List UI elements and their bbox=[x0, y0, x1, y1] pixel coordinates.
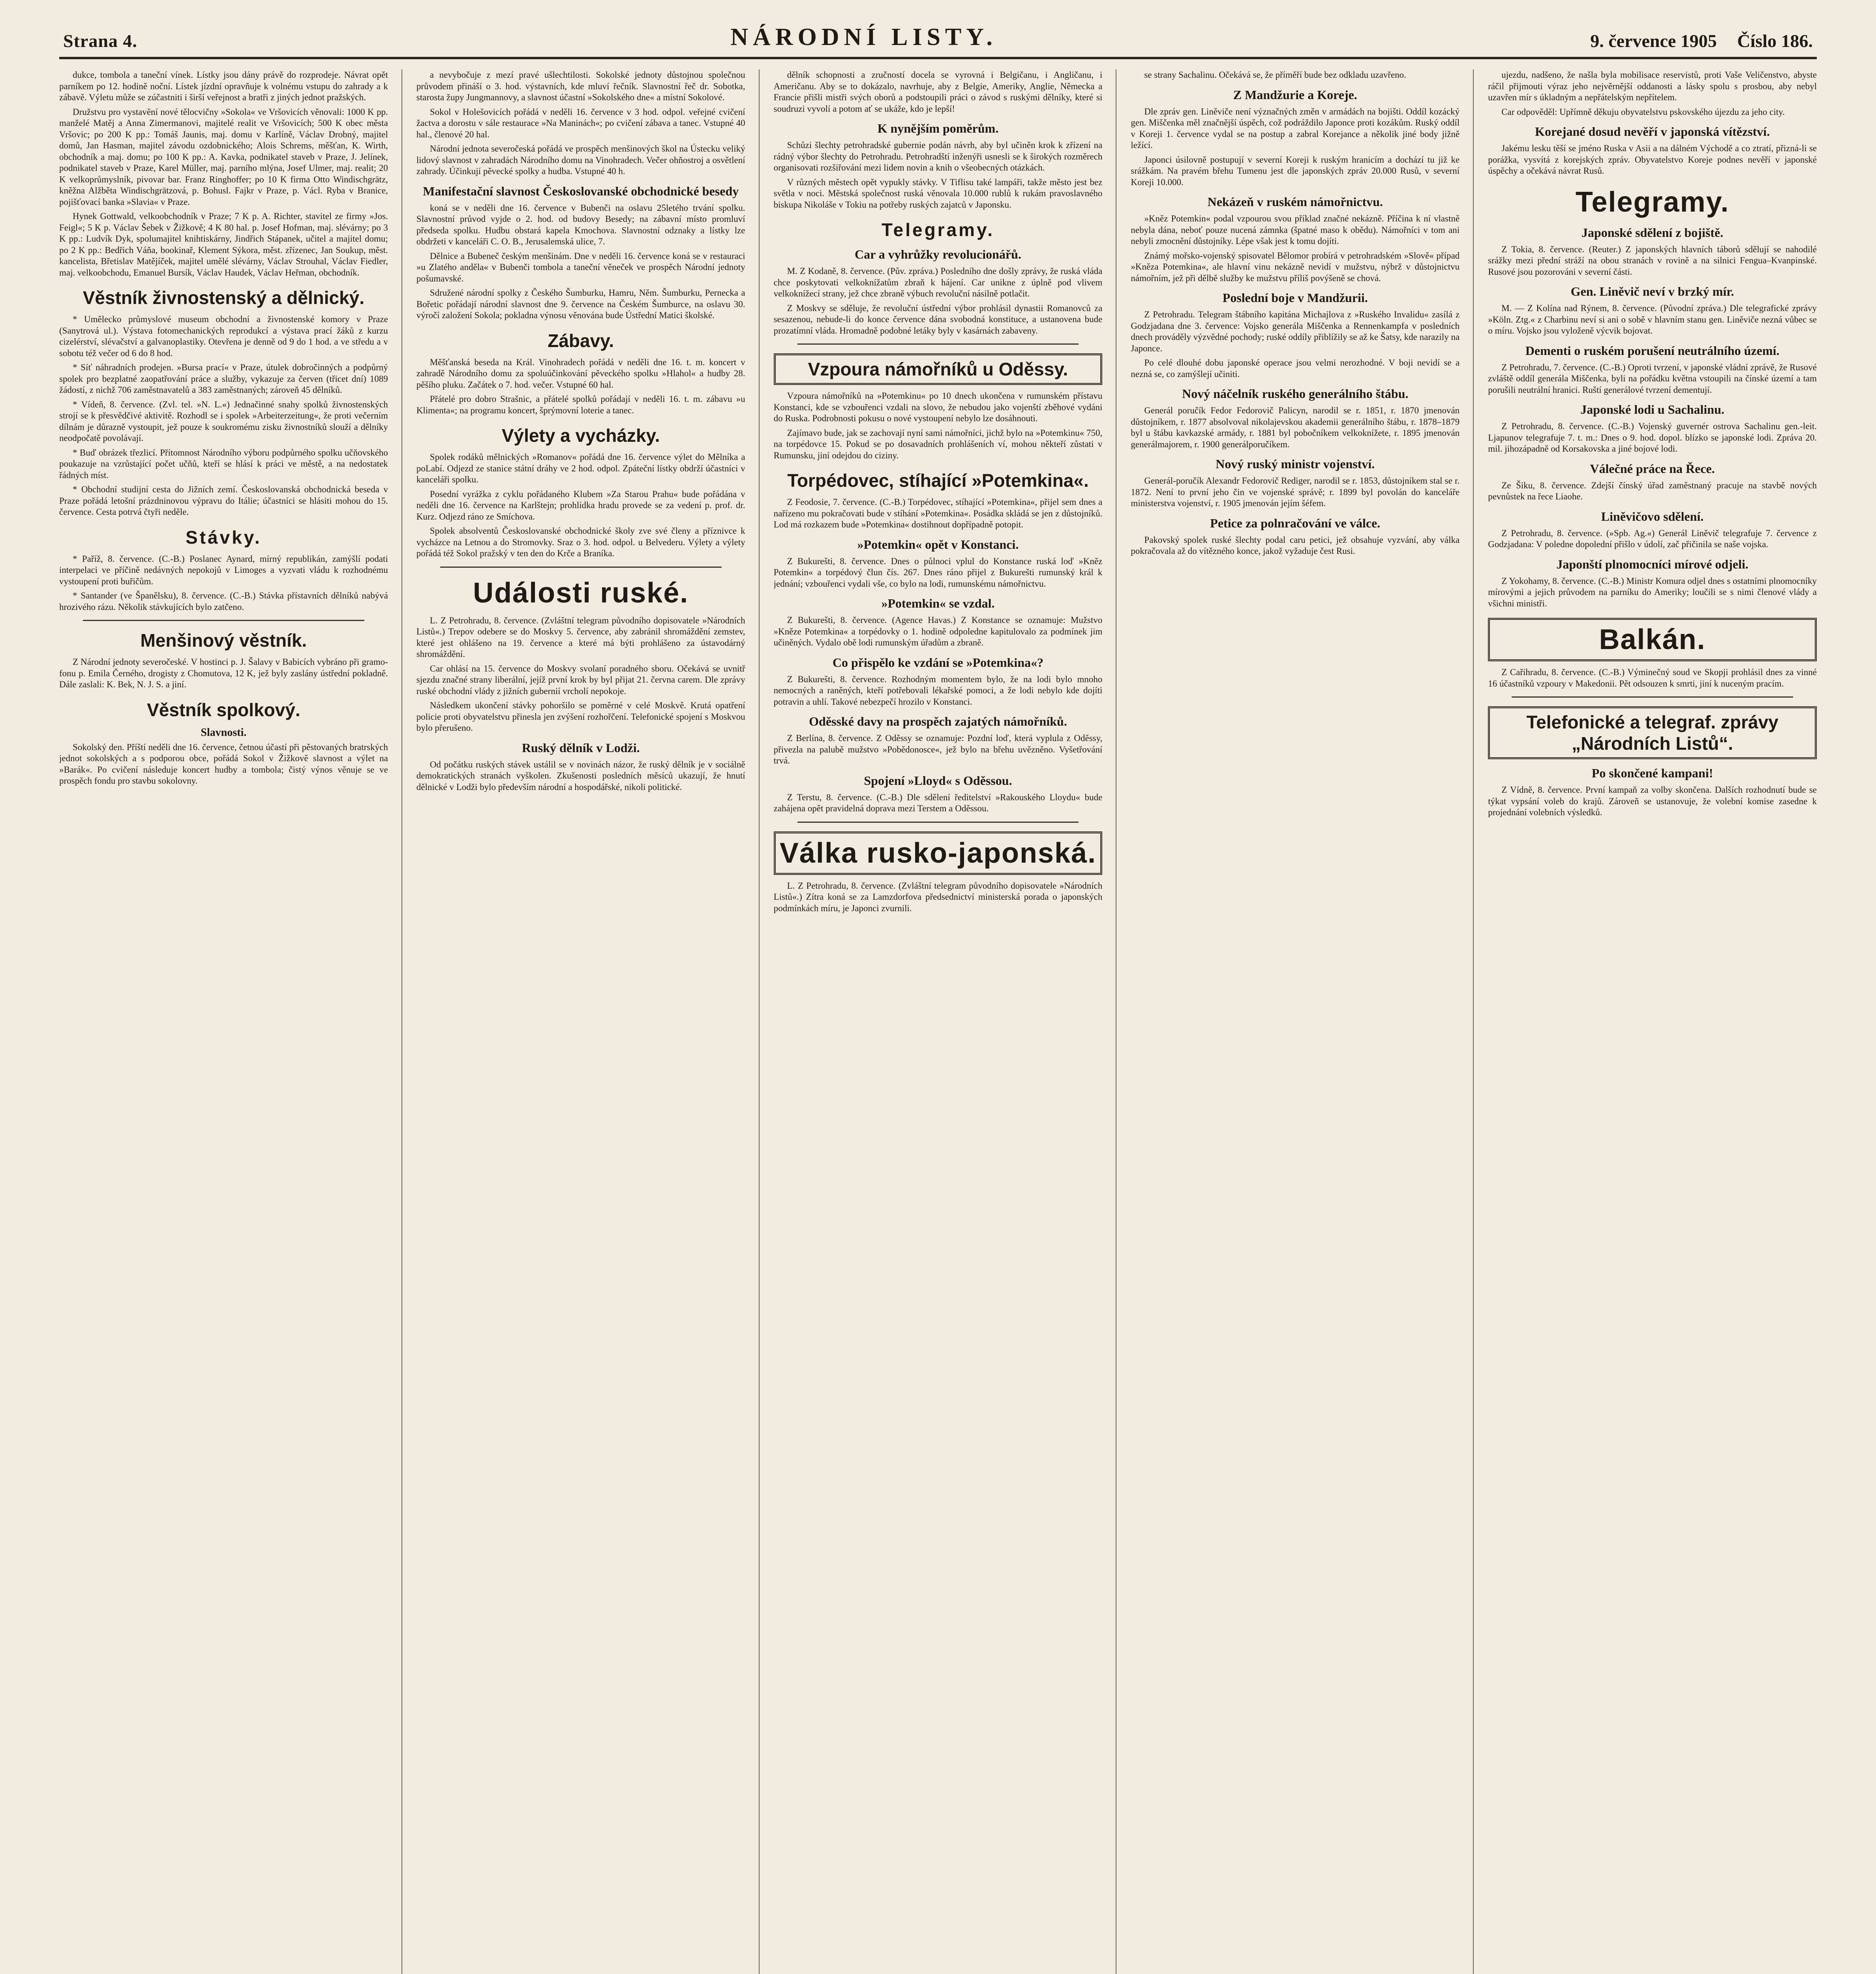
section-heading: Telegramy. bbox=[881, 220, 995, 240]
article-paragraph: Generál poručík Fedor Fedorovič Palicyn, narodil se r. 1851, r. 1870 jmenován důstojníkem, r. 1877 absolvoval nikolajevskou akademii generálního štábu, r. 1878–1879 byl u štábu kavkazské armády, r. 1881 byl pobočníkem velkoknížete, r. 1895 jmenován generálmajorem, r. 1900 generálporučíkem. bbox=[1131, 405, 1460, 449]
article-paragraph: Po celé dlouhé dobu japonské operace jsou velmi nerozhodné. V boji nevidí se a nezná se, co zamýšlejí učiniti. bbox=[1131, 358, 1460, 379]
article-paragraph: Dle zpráv gen. Liněviče není význačných změn v armádách na bojišti. Oddíl kozácký gen. Miščenka měl značnější úspěch, což podráždilo Japonce proti kozákům. Ruský oddíl v Koreji 1. července vydal se na postup a zabral Korejance a několik jiné body jižně ležící. bbox=[1131, 106, 1460, 150]
section-divider bbox=[83, 620, 364, 621]
issue-number: Číslo 186. bbox=[1737, 31, 1813, 51]
article-heading: K nynějším poměrům. bbox=[877, 121, 999, 135]
article-paragraph: L. Z Petrohradu, 8. července. (Zvláštní telegram původního dopisovatele »Národních Listů«.) Trepov odebere se do Moskvy 5. července, aby zabránil shromáždění zemstev, které jest ohlášeno na 19. července a které má býti prohlášeno za ústavodárný shromáždění. bbox=[416, 615, 745, 659]
section-heading: Zábavy. bbox=[548, 330, 614, 351]
column-2 bbox=[416, 69, 760, 1974]
article-heading: Japonské sdělení z bojiště. bbox=[1581, 225, 1724, 240]
section-heading: Balkán. bbox=[1488, 618, 1817, 661]
section-heading: Výlety a vycházky. bbox=[501, 425, 660, 446]
article-heading: Slavnosti. bbox=[201, 726, 247, 739]
article-paragraph: Z Bukurešti, 8. července. Dnes o půlnoci vplul do Konstance ruská loď »Kněz Potemkin« a torpédový člun čís. 267. Dnes ráno přijel z Bukurešti rumunský král k jednání; vzbouřenci vydali vše, co bylo na lodi, rumunskému námořnictvu. bbox=[773, 556, 1103, 589]
article-paragraph: Car odpověděl: Upřímně děkuju obyvatelstvu pskovského újezdu za jeho city. bbox=[1501, 107, 1785, 117]
article-paragraph: Ze Šiku, 8. července. Zdejší čínský úřad zaměstnaný pracuje na stavbě nových pevnůstek na řece Liaohe. bbox=[1488, 480, 1817, 501]
article-paragraph: * Buď obrázek třezlicí. Přítomnost Národního výboru podpůrného spolku učňovského poukazuje na vzrůstající počet učňů, kteří se hlásí k práci ve městě, a na nedostatek řádných míst. bbox=[59, 447, 388, 480]
article-paragraph: Z Tokia, 8. července. (Reuter.) Z japonských hlavních táborů sdělují se nahodilé srážky mezi přední stráží na obou stranách v rovině a na silnici Fengua–Kvanpinské. Rusové jsou pozorováni v severní části. bbox=[1488, 244, 1817, 277]
article-paragraph: se strany Sachalinu. Očekává se, že příměří bude bez odkladu uzavřeno. bbox=[1144, 70, 1406, 80]
article-paragraph: Vzpoura námořníků na »Potemkinu« po 10 dnech ukončena v rumunském přístavu Konstanci, kde se vzbouřenci vzdali na slovo, že nebudou jako vojenští zběhové vydáni do Ruska. Podrobnosti pokusu o nové vystoupení nebylo lze dosáhnouti. bbox=[773, 391, 1103, 423]
article-heading: Nekázeň v ruském námořnictvu. bbox=[1207, 195, 1383, 209]
column-3 bbox=[774, 69, 1117, 1974]
article-paragraph: Z Petrohradu, 8. července. (C.-B.) Vojenský guvernér ostrova Sachalinu gen.-leit. Ljapunov telegrafuje 7. t. m.: Dnes o 9. hod. dopol. blízko se japonské lodi. Zpráva 20. mil. jihozápadně od Korsakovska a jiné bojové lodi. bbox=[1488, 421, 1817, 454]
article-paragraph: Sokolský den. Příští neděli dne 16. července, četnou účastí při pěstovaných bratrských jednot sokolských a s podporou obce, pořádá Sokol v Žižkově slavnost a výlet na »Barák«. Po cvičení následuje koncert hudby a tombola; čistý výnos věnuje se ve prospěch fondu pro stavbu sokolovny. bbox=[59, 742, 388, 786]
article-paragraph: Generál-poručík Alexandr Fedorovič Rediger, narodil se r. 1853, důstojníkem stal se r. 1872. Není to první jeho čin ve vojenské správě; r. 1899 byl povolán do kanceláře ministerstva vojenství, r. 1905 jmenován jejím šéfem. bbox=[1131, 476, 1460, 508]
column-1 bbox=[59, 69, 402, 1974]
article-heading: Japonští plnomocníci mírové odjeli. bbox=[1556, 557, 1748, 571]
article-heading: Poslední boje v Mandžurii. bbox=[1222, 291, 1368, 305]
newspaper-title: NÁRODNÍ LISTY. bbox=[730, 24, 997, 51]
article-heading: Car a vyhrůžky revolucionářů. bbox=[855, 247, 1021, 261]
section-heading: Telefonické a telegraf. zprávy „Národních Listů“. bbox=[1488, 706, 1817, 759]
article-heading: Dementi o ruském porušení neutrálního území. bbox=[1525, 343, 1780, 358]
section-heading: Menšinový věstník. bbox=[140, 630, 307, 651]
article-heading: Manifestační slavnost Českoslovanské obchodnické besedy bbox=[423, 184, 739, 198]
article-heading: Liněvičovo sdělení. bbox=[1601, 509, 1704, 524]
article-paragraph: Z Cařihradu, 8. července. (C.-B.) Výminečný soud ve Skopji prohlásil dnes za vinné 16 účastníků vzpoury v Makedonii. Pět odsouzen k smrti, jiní k nuceným pracím. bbox=[1488, 667, 1817, 689]
article-heading: Nový ruský ministr vojenství. bbox=[1216, 457, 1375, 471]
article-heading: »Potemkin« opět v Konstanci. bbox=[857, 537, 1019, 552]
article-paragraph: Známý mořsko-vojenský spisovatel Bělomor probírá v petrohradském »Slově« případ »Kněza Potemkina«, ale hlavní vinu nekázně nevidí v mužstvu, nýbrž v důstojnictvu námořním, jež při dělbě služby ke mužstvu příliš povýšeně se chová. bbox=[1131, 250, 1460, 283]
section-divider bbox=[440, 567, 722, 568]
article-paragraph: L. Z Petrohradu, 8. července. (Zvláštní telegram původního dopisovatele »Národních Listů«.) Zítra koná se za Lamzdorfova předsednictví ministerská porada o japonských podmínkách míru, je Japonci zvurnili. bbox=[773, 880, 1103, 913]
article-paragraph: Jakému lesku těší se jméno Ruska v Asii a na dálném Východě a co ztratí, přizná-li se porážka, vysvítá z korejských zpráv. Obyvatelstvo Koreje podnes nevěří v japonské úspěchy a očekává návrat Rusů. bbox=[1488, 143, 1817, 176]
article-paragraph: a nevybočuje z mezí pravé ušlechtilosti. Sokolské jednoty důstojnou společnou průvodem přináší o 3. hod. výstavních, kde mluví řečník. Slavnostní řeč dr. Sobotka, starosta župy Jungmannovy, a slavnost účastní »Sokolského dne« a místní Sokolové. bbox=[416, 70, 745, 102]
article-heading: Nový náčelník ruského generálního štábu. bbox=[1182, 387, 1409, 401]
article-paragraph: dukce, tombola a taneční vínek. Lístky jsou dány právě do rozprodeje. Návrat opět parníkem po 12. hodině noční. Lístek jízdní opravňuje k volnému vstupu do zahrady a k zábavě. Výletu může se zúčastniti i širší veřejnost a bratři z jiných jednot pražských. bbox=[59, 70, 388, 102]
article-paragraph: Sdružené národní spolky z Českého Šumburku, Hamru, Něm. Šumburku, Pernecka a Bořetic pořádají národní slavnost dne 9. července na Českém Šumburce, na oslavu 30. výročí založení Sokola; pokladna výnosu věnována bude Ústřední Matici školské. bbox=[416, 288, 745, 320]
article-paragraph: Z Feodosie, 7. července. (C.-B.) Torpédovec, stíhající »Potemkina«, přijel sem dnes a nařízeno mu pokračovati bude v stíhání »Potemkina«. Posádka skládá se jen z důstojníků. Lod má rozkazem bude »Potemkina« dostihnout dopřípadně potopit. bbox=[773, 497, 1103, 529]
section-heading: Telegramy. bbox=[1575, 186, 1730, 218]
section-heading: Věstník spolkový. bbox=[147, 699, 300, 720]
article-paragraph: * Umělecko průmyslové museum obchodní a živnostenské komory v Praze (Sanytrová ul.). Výstava fotomechanických reprodukcí a výstava prací žáků z kurzu cizelérství, slévačství a galvanoplastiky. Otevřena je denně od 9 do 1 hod. a ve středu a v sobotu též večer od 6 do 8 hod. bbox=[59, 314, 388, 358]
article-paragraph: Z Vídně, 8. července. První kampaň za volby skončena. Dalších rozhodnutí bude se týkat vypsání voleb do krajů. Zároveň se ustanovuje, že volební komise zasedne k projednání volebních výsledků. bbox=[1488, 785, 1817, 817]
article-paragraph: Následkem ukončení stávky pohoršilo se poměrné v celé Moskvě. Krutá opatření policie proti obyvatelstvu přinesla jen zvýšení rozhořčení. Telefonické spojení s Moskvou bylo přerušeno. bbox=[416, 700, 745, 733]
article-paragraph: Pakovský spolek ruské šlechty podal caru petici, jež obsahuje vyzvání, aby válka pokračovala až do vítězného konce, jakož vyžaduje čest Rusi. bbox=[1131, 535, 1460, 556]
article-paragraph: Spolek rodáků mělnických »Romanov« pořádá dne 16. července výlet do Mělníka a poLabí. Odjezd ze stanice státní dráhy ve 2 hod. odpol. Zpáteční lístky obdrží účastníci v kanceláři spolku. bbox=[416, 452, 745, 484]
article-heading: »Potemkin« se vzdal. bbox=[881, 596, 995, 610]
section-divider bbox=[797, 343, 1079, 345]
section-divider bbox=[797, 822, 1079, 823]
article-paragraph: * Santander (ve Španělsku), 8. července. (C.-B.) Stávka přístavních dělníků nabývá hrozivého rázu. Několik stávkujících bylo zatčeno. bbox=[59, 591, 388, 612]
article-paragraph: Z Národní jednoty severočeské. V hostinci p. J. Šalavy v Babicích vybráno při gramofonu p. Emila Černého, drogisty z Chomutova, 12 K, jež byly zaslány ústřední pokladně. Dále zaslali: K. Bek, N. J. S. a jiní. bbox=[59, 657, 388, 689]
article-paragraph: Z Bukurešti, 8. července. Rozhodným momentem bylo, že na lodi bylo mnoho nemocných a raněných, kteří potřebovali lékařské pomoci, a že lodi nebylo kde dojíti potravin a uhlí. Takové nebezpečí hrozilo v Konstanci. bbox=[773, 674, 1103, 707]
article-paragraph: Spolek absolventů Českoslovanské obchodnické školy zve své členy a příznivce k vycházce na Letnou a do Stromovky. Sraz o 3. hod. odpol. u Belvederu. Výlety a výlety pořádá též Sokol pražský v ten den do Krče a Braníka. bbox=[416, 526, 745, 558]
article-heading: Válečné práce na Řece. bbox=[1590, 461, 1715, 476]
article-paragraph: * Vídeň, 8. července. (Zvl. tel. »N. L.«) Jednačinné snahy spolků živnostenských strojí se k přesvědčivé aktivitě. Rozhodl se i spolek »Arbeiterzeitung«, že proti večerním dílnám je důrazně vystoupit, jež pouze k soukromému zisku živnostníků slouží a dělníky neodpočatě povolávají. bbox=[59, 399, 388, 443]
article-paragraph: Z Berlína, 8. července. Z Oděssy se oznamuje: Pozdní loď, která vyplula z Oděssy, přivezla na palubě mužstvo »Pobědonosce«, jež bylo na břehu uvězněno. Vyšetřování trvá. bbox=[773, 733, 1103, 766]
article-paragraph: Z Petrohradu, 8. července. (»Spb. Ag.«) Generál Liněvič telegrafuje 7. července z Godzjadana: V poledne dopolední přišlo v údolí, zač přičinila se naše vojska. bbox=[1488, 528, 1817, 549]
article-paragraph: Schůzi šlechty petrohradské gubernie podán návrh, aby byl učiněn krok k zřízení na rádný výbor šlechty do Petrohradu. Petrohradští inženýři usnesli se k širokých rozměrech organisovati rozšiřování mezi lidem novin a knih o všeobecných otázkách. bbox=[773, 140, 1103, 173]
article-paragraph: Z Terstu, 8. července. (C.-B.) Dle sdělení ředitelství »Rakouského Lloydu« bude zahájena opět pravidelná doprava mezi Terstem a Oděssou. bbox=[773, 792, 1103, 813]
column-5 bbox=[1488, 69, 1817, 1974]
article-paragraph: V různých městech opět vypukly stávky. V Tiflisu také lampáři, takže město jest bez světla v noci. Městská společnost ruská věnovala 10.000 rublů k rukám pravoslavného biskupa Nikoláše v Tokiu na potřeby ruských zajatců v Japonsku. bbox=[773, 177, 1103, 210]
article-heading: Ruský dělník v Lodži. bbox=[522, 740, 640, 755]
text-columns bbox=[59, 69, 1817, 1974]
article-paragraph: Dělnice a Bubeneč českým menšinám. Dne v neděli 16. července koná se v restauraci »u Zlatého anděla« v Bubenči tombola a taneční věneček ve prospěch Národní jednoty pošumavské. bbox=[416, 251, 745, 283]
section-heading: Torpédovec, stíhající »Potemkina«. bbox=[787, 470, 1089, 491]
article-paragraph: Z Bukurešti, 8. července. (Agence Havas.) Z Konstance se oznamuje: Mužstvo »Kněze Potemkina« a torpédovky o 1. hodině odpoledne kapitulovalo za podmínek jim učiněných. Vydalo obě lodi rumunským úřadům a zbraně. bbox=[773, 615, 1103, 647]
article-heading: Z Mandžurie a Koreje. bbox=[1233, 87, 1357, 102]
article-heading: Spojení »Lloyd« s Oděssou. bbox=[864, 773, 1012, 788]
article-heading: Co přispělo ke vzdání se »Potemkina«? bbox=[832, 655, 1044, 670]
column-4 bbox=[1131, 69, 1474, 1974]
article-paragraph: Zajímavo bude, jak se zachovají nyní sami námořníci, jichž bylo na »Potemkinu« 750, na torpédovce 15. Pokud se po dosavadních prohlášeních ví, mohou někteří zůstati v Rumunsku, jiní odejdou do ciziny. bbox=[773, 428, 1103, 460]
article-paragraph: M. Z Kodaně, 8. července. (Pův. zpráva.) Posledního dne došly zprávy, že ruská vláda chce poskytovati velkoknížatům zbraň k hájení. Car unikne z úplně pod vlivem velkoknížecí strany, jež chce zbraně výbuch revoluční násilně potlačit. bbox=[773, 266, 1103, 298]
article-paragraph: Z Petrohradu, 7. července. (C.-B.) Oproti tvrzení, v japonské vládní zprávě, že Rusové zvláště oddíl generála Miščenka, byli na pořádku května vstoupili na čínské území a tam porušili neutrální hranici. Ruští generálové tvrzení dementují. bbox=[1488, 362, 1817, 395]
article-paragraph: M. — Z Kolína nad Rýnem, 8. července. (Původní zpráva.) Dle telegrafické zprávy »Köln. Ztg.« z Charbinu neví si ani o sobě v hlavním stanu gen. Liněviče nezná vůbec se o míru. Vojsko jsou vyloženě výcvik bojovat. bbox=[1488, 303, 1817, 336]
article-paragraph: koná se v neděli dne 16. července v Bubenči na oslavu 25letého trvání spolku. Slavnostní průvod vyjde o 2. hod. od budovy Besedy; na zábavní místo promluví předseda spolku. Hudbu obstará kapela Kmochova. Slavnostní odznaky a lístky lze obdržeti v kanceláři C. O. B., Jerusalemská ulice, 7. bbox=[416, 203, 745, 246]
article-paragraph: Hynek Gottwald, velkoobchodník v Praze; 7 K p. A. Richter, stavitel ze firmy »Jos. Feigl«; 5 K p. Václav Šebek v Žižkově; 4 K 80 hal. p. Josef Hofman, maj. slévárny; po 3 K pp.: Ludvík Dyk, spolumajitel knihtiskárny, Jindřich Stápanek, učitel a majitel domu; po 2 K pp.: Bedřich Váňa, bookinař, Klement Sýkora, měst. zřízenec, Jan Soukup, měst. kancelista, Břetislav Matějíček, majitel umělé slévárny, Václav Strouhal, Václav Fiedler, maj. velkoobchodu, Emanuel Bursík, Václav Haudek, Václav Heřman, obchodník. bbox=[59, 211, 388, 278]
article-paragraph: Družstvu pro vystavění nové tělocvičny »Sokola« ve Vršovicích věnovali: 1000 K pp. manželé Matěj a Anna Zimermanovi, majitelé realit ve Vršovicích; 500 K obec města Vršovic; po 200 K pp.: Tomáš Jaunis, maj. domu v Karlíně, Václav Drobný, majitel domů, Jan Hasman, majitel závodu ozdobnického; Alois Schrems, měšťan, K. Wirth, obchodník a maj. domu; po 100 K pp.: A. Kavka, podnikatel staveb v Praze, J. Jelínek, podnikatel staveb v Praze, Karel Müller, maj. parního mlýna, Josef Ulmer, maj. realit; 20 K velkoprůmyslník, pivovar bar. Franz Ringhoffer; po 10 K firma Otto Windischgrätz, kněžna Alžběta Windischgrätzová, p. Bohusl. Fajkr v Praze, p. Václ. Ryba v Branice, pojišťovací banka »Slavia« v Praze. bbox=[59, 107, 388, 207]
article-paragraph: dělník schopnosti a zručností docela se vyrovná i Belgičanu, i Angličanu, i Američanu. Aby se to dokázalo, navrhuje, aby z Belgie, Ameriky, Anglie, Německa a Francie přišli mistři svých oborů a podstoupili práci o závod s ruskými dělníky, které si soudruzi vyvolí a potom ať se ukáže, kdo je lepší! bbox=[773, 70, 1103, 114]
article-heading: Japonské lodi u Sachalinu. bbox=[1580, 402, 1724, 417]
article-paragraph: Sokol v Holešovicích pořádá v neděli 16. července v 3 hod. odpol. veřejné cvičení žactva a dorostu v sále restaurace »Na Maninách«; po cvičení zábava a tanec. Vstupné 40 hal., členové 20 hal. bbox=[416, 107, 745, 139]
article-paragraph: * Síť náhradních prodejen. »Bursa prací« v Praze, útulek dobročinných a podpůrný spolek pro bezplatné zaopatřování práce a služby, vykazuje za červen (třicet dní) 1089 žádostí, z nichž 706 zaměstnavatelů a 383 zaměstnaných; zároveň 45 dělníků. bbox=[59, 362, 388, 395]
article-heading: Po skončené kampani! bbox=[1591, 766, 1713, 780]
article-paragraph: Z Petrohradu. Telegram štábního kapitána Michajlova z »Ruského Invalidu« zasílá z Godzjadana dne 3. července: Vojsko generála Miščenka a Rennenkampfa v posledních dnech prováděly výzvědné pochody; ruské oddíly přiblížily se až ke Šatsy, kde narazily na Japonce. bbox=[1131, 310, 1460, 353]
section-heading: Vzpoura námořníků u Oděssy. bbox=[774, 353, 1103, 385]
article-paragraph: Měšťanská beseda na Král. Vinohradech pořádá v neděli dne 16. t. m. koncert v zahradě Národního domu za spoluúčinkování pěveckého spolku »Hlahol« a hudby 28. pěšího pluku. Začátek o 7. hod. večer. Vstupné 60 hal. bbox=[416, 357, 745, 390]
article-paragraph: Japonci úsilovně postupují v severní Koreji k ruským hranicím a dochází tu již ke srážkám. Na pravém břehu Tumenu jest dle japonských zpráv 20.000 Rusů, v severní Koreji 10.000. bbox=[1131, 154, 1460, 187]
section-heading: Události ruské. bbox=[473, 577, 689, 609]
article-paragraph: Z Yokohamy, 8. července. (C.-B.) Ministr Komura odjel dnes s ostatními plnomocníky mírovými a jejich průvodem na parníku do Ameriky; loučili se s nimi členové vlády a všichni ministři. bbox=[1488, 576, 1817, 608]
article-heading: Oděsské davy na prospěch zajatých námořníků. bbox=[809, 714, 1067, 728]
article-paragraph: ujezdu, nadšeno, že našla byla mobilisace reservistů, proti Vaše Veličenstvo, abyste ráčil přijmouti výraz jeho nejvěrnější oddanosti a lásky spolu s prosbou, aby nebyl uzavřen mír s úkladným a nepřátelským nepřítelem. bbox=[1488, 70, 1817, 102]
article-heading: Korejané dosud nevěří v japonská vítězství. bbox=[1535, 124, 1770, 139]
article-paragraph: Od počátku ruských stávek ustálil se v novinách názor, že ruský dělník je v sociálně demokratických stranách vyškolen. Zkušenosti posledních měsíců ukazují, že hnutí dělnické v Lodži bylo především národní a hospodářské, nikoli politické. bbox=[416, 759, 745, 792]
section-divider bbox=[1512, 696, 1793, 698]
date-issue bbox=[1590, 30, 1813, 51]
article-heading: Petice za polnračování ve válce. bbox=[1210, 516, 1381, 530]
article-heading: Gen. Liněvič neví v brzký mír. bbox=[1570, 284, 1734, 298]
issue-date: 9. července 1905 bbox=[1590, 31, 1717, 51]
section-heading: Věstník živnostenský a dělnický. bbox=[83, 287, 365, 308]
section-heading: Válka rusko-japonská. bbox=[774, 831, 1103, 875]
masthead bbox=[59, 16, 1817, 59]
article-paragraph: * Obchodní studijní cesta do Jižních zemí. Českoslovanská obchodnická beseda v Praze pořádá letošní prázdninovou výpravu do Itálie; účastníci se hlásiti mohou do 15. července. Cesta potrvá čtyři neděle. bbox=[59, 484, 388, 517]
section-heading: Stávky. bbox=[186, 527, 262, 548]
article-paragraph: »Kněz Potemkin« podal vzpourou svou příklad značné nekázně. Příčina k ní vlastně nebyla dána, neboť pouze nucená zámnka (špatné maso k obědu). Námořníci v tom ani nebyli zmocnění důstojníky. Lépe však jest k tomu dojíti. bbox=[1131, 214, 1460, 246]
article-paragraph: Posední vyrážka z cyklu pořádaného Klubem »Za Starou Prahu« bude pořádána v neděli dne 16. července na Karlštejn; prohlídka hradu provede se za vedení p. prof. dr. Kurz. Odjezd ráno ze Smíchova. bbox=[416, 489, 745, 522]
article-paragraph: Z Moskvy se sděluje, že revoluční ústřední výbor prohlásil dynastii Romanovců za sesazenou, nebude-li do konce července dána svobodná konstituce, a ustanovena bude prozatímní vláda. Hromadně podobné letáky byly v kasárnách zabaveny. bbox=[773, 303, 1103, 336]
page-label: Strana 4. bbox=[63, 31, 137, 51]
article-paragraph: Car ohlásí na 15. července do Moskvy svolaní poradného sboru. Očekává se uvnitř sjezdu značné strany liberální, jejíž první krok by byl přijat 21. června carem. Dle zprávy ruské obchodní vlády z jižních gubernií vrcholí nepokoje. bbox=[416, 663, 745, 696]
article-paragraph: Přátelé pro dobro Strašnic, a přátelé spolků pořádají v neděli 16. t. m. zábavu »u Klimenta«; na programu koncert, šprýmovní loterie a tanec. bbox=[416, 394, 745, 415]
article-paragraph: Národní jednota severočeská pořádá ve prospěch menšinových škol na Ústecku veliký lidový slavnost v zahradách Národního domu na Vinohradech. Večer ohňostroj a osvětlení zahrady. Účinkují pěvecké spolky a hudba. Vstupné 40 h. bbox=[416, 144, 745, 176]
article-paragraph: * Paříž, 8. července. (C.-B.) Poslanec Aynard, mírný republikán, zamýšlí podati interpelaci ve příčině nedávných nepokojů v Limoges a vyzvati vládu k rozhodnému vystoupení proti buřičům. bbox=[59, 554, 388, 586]
